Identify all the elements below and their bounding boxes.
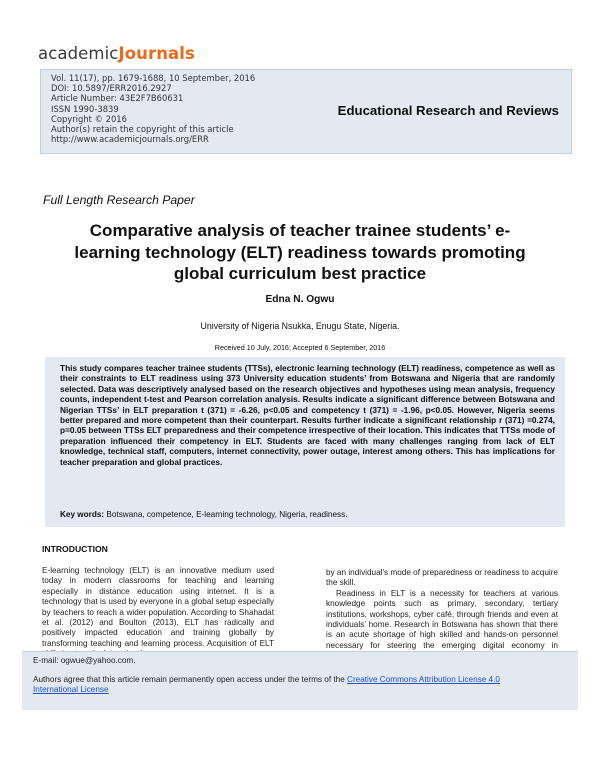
author-affiliation: University of Nigeria Nsukka, Enugu State, Nigeria. xyxy=(200,321,400,331)
license-text: Authors agree that this article remain permanently open access under the terms of the xyxy=(33,675,348,684)
title-line: learning technology (ELT) readiness towards promoting xyxy=(74,242,526,262)
title-line: Comparative analysis of teacher trainee students’ e- xyxy=(89,221,511,240)
footer-email: E-mail: ogwue@yahoo.com. xyxy=(33,656,136,665)
journal-name: Educational Research and Reviews xyxy=(337,103,559,118)
received-dates: Received 10 July, 2016; Accepted 6 September, 2016 xyxy=(214,343,386,352)
intro-paragraph-readiness: Readiness in ELT is a necessity for teachers at various knowledge points such as primary, secondary, tertiary institutions, workshops, cyber café, through friends and even at individuals’ home. Research in Botswana has shown that there is an acute shortage of high skilled and hands-on personnel necessary for steering the emerging digital economy in xyxy=(326,588,558,650)
meta-volume: Vol. 11(17), pp. 1679-1688, 10 September, 2016 xyxy=(51,73,256,83)
title-line: global curriculum best practice xyxy=(173,264,427,283)
intro-paragraph-continued: by an individual's mode of preparedness or readiness to acquire the skill. xyxy=(326,568,558,588)
logo-journals: Journals xyxy=(118,44,195,63)
footer-box xyxy=(22,651,578,710)
publisher-logo xyxy=(38,44,195,63)
meta-copyright: Copyright © 2016 xyxy=(51,113,127,124)
abstract-text: This study compares teacher trainee students (TTSs), electronic learning technology (ELT) readiness, competence as well as their constraints to ELT readiness using 373 University education students’ from Botswana and Nigeria that are randomly selected. Data was descriptively analysed based on the research objectives and hypotheses using mean analysis, frequency counts, independent t-test and Pearson correlation analysis. Results indicate a significant difference between Botswana and Nigerian TTSs’ in ELT preparation t (371) = -6.26, p<0.05 and competency t (371) = -1.96, p<0.05. However, Nigeria seems better prepared and more competent than their counterpart. Results further indicate a significant relationship r (371) =0.274, p=0.05 between TTSs ELT preparedness and their competence irrespective of their location. This indicates that TTSs mode of preparation influenced their competency in ELT. Students are faced with many challenges ranging from lack of ELT knowledge, technical staff, computers, internet connectivity, power outage, interest among others. This has implications for teacher preparation and global practices. xyxy=(60,363,555,467)
author-name: Edna N. Ogwu xyxy=(265,294,335,305)
intro-paragraph: E-learning technology (ELT) is an innovative medium used today in modern classrooms for teaching and learning especially in distance education using internet. It is a technology that is used by everyone in a global setup especially by teachers to reach a wider population. According to Shahadat et al. (2012) and Boulton (2013), ELT has radically and positively impacted education and training globally by transforming teaching and learning process. Acquisition of ELT xyxy=(42,566,274,648)
meta-rights: Author(s) retain the copyright of this article xyxy=(51,124,234,135)
license-link[interactable]: Creative Commons Attribution License 4.0 International License xyxy=(33,675,500,695)
meta-lines xyxy=(51,73,255,144)
introduction-heading: INTRODUCTION xyxy=(42,544,108,554)
logo-academic: academic xyxy=(38,44,119,63)
meta-url[interactable]: http://www.academicjournals.org/ERR xyxy=(51,134,209,145)
keywords xyxy=(60,510,347,519)
body-column-left xyxy=(42,566,274,660)
article-meta-box xyxy=(40,69,572,154)
section-label: Full Length Research Paper xyxy=(43,193,195,207)
meta-article-number: Article Number: 43E2F7B60631 xyxy=(51,93,184,104)
abstract-box xyxy=(45,357,565,527)
article-title xyxy=(44,220,556,285)
footer-license xyxy=(33,675,543,696)
meta-doi: DOI: 10.5897/ERR2016.2927 xyxy=(51,83,172,94)
meta-issn: ISSN 1990-3839 xyxy=(51,103,119,114)
keywords-label: Key words: xyxy=(60,510,105,519)
body-column-right xyxy=(326,568,558,662)
keywords-text: Botswana, competence, E-learning technology, Nigeria, readiness. xyxy=(106,510,348,519)
